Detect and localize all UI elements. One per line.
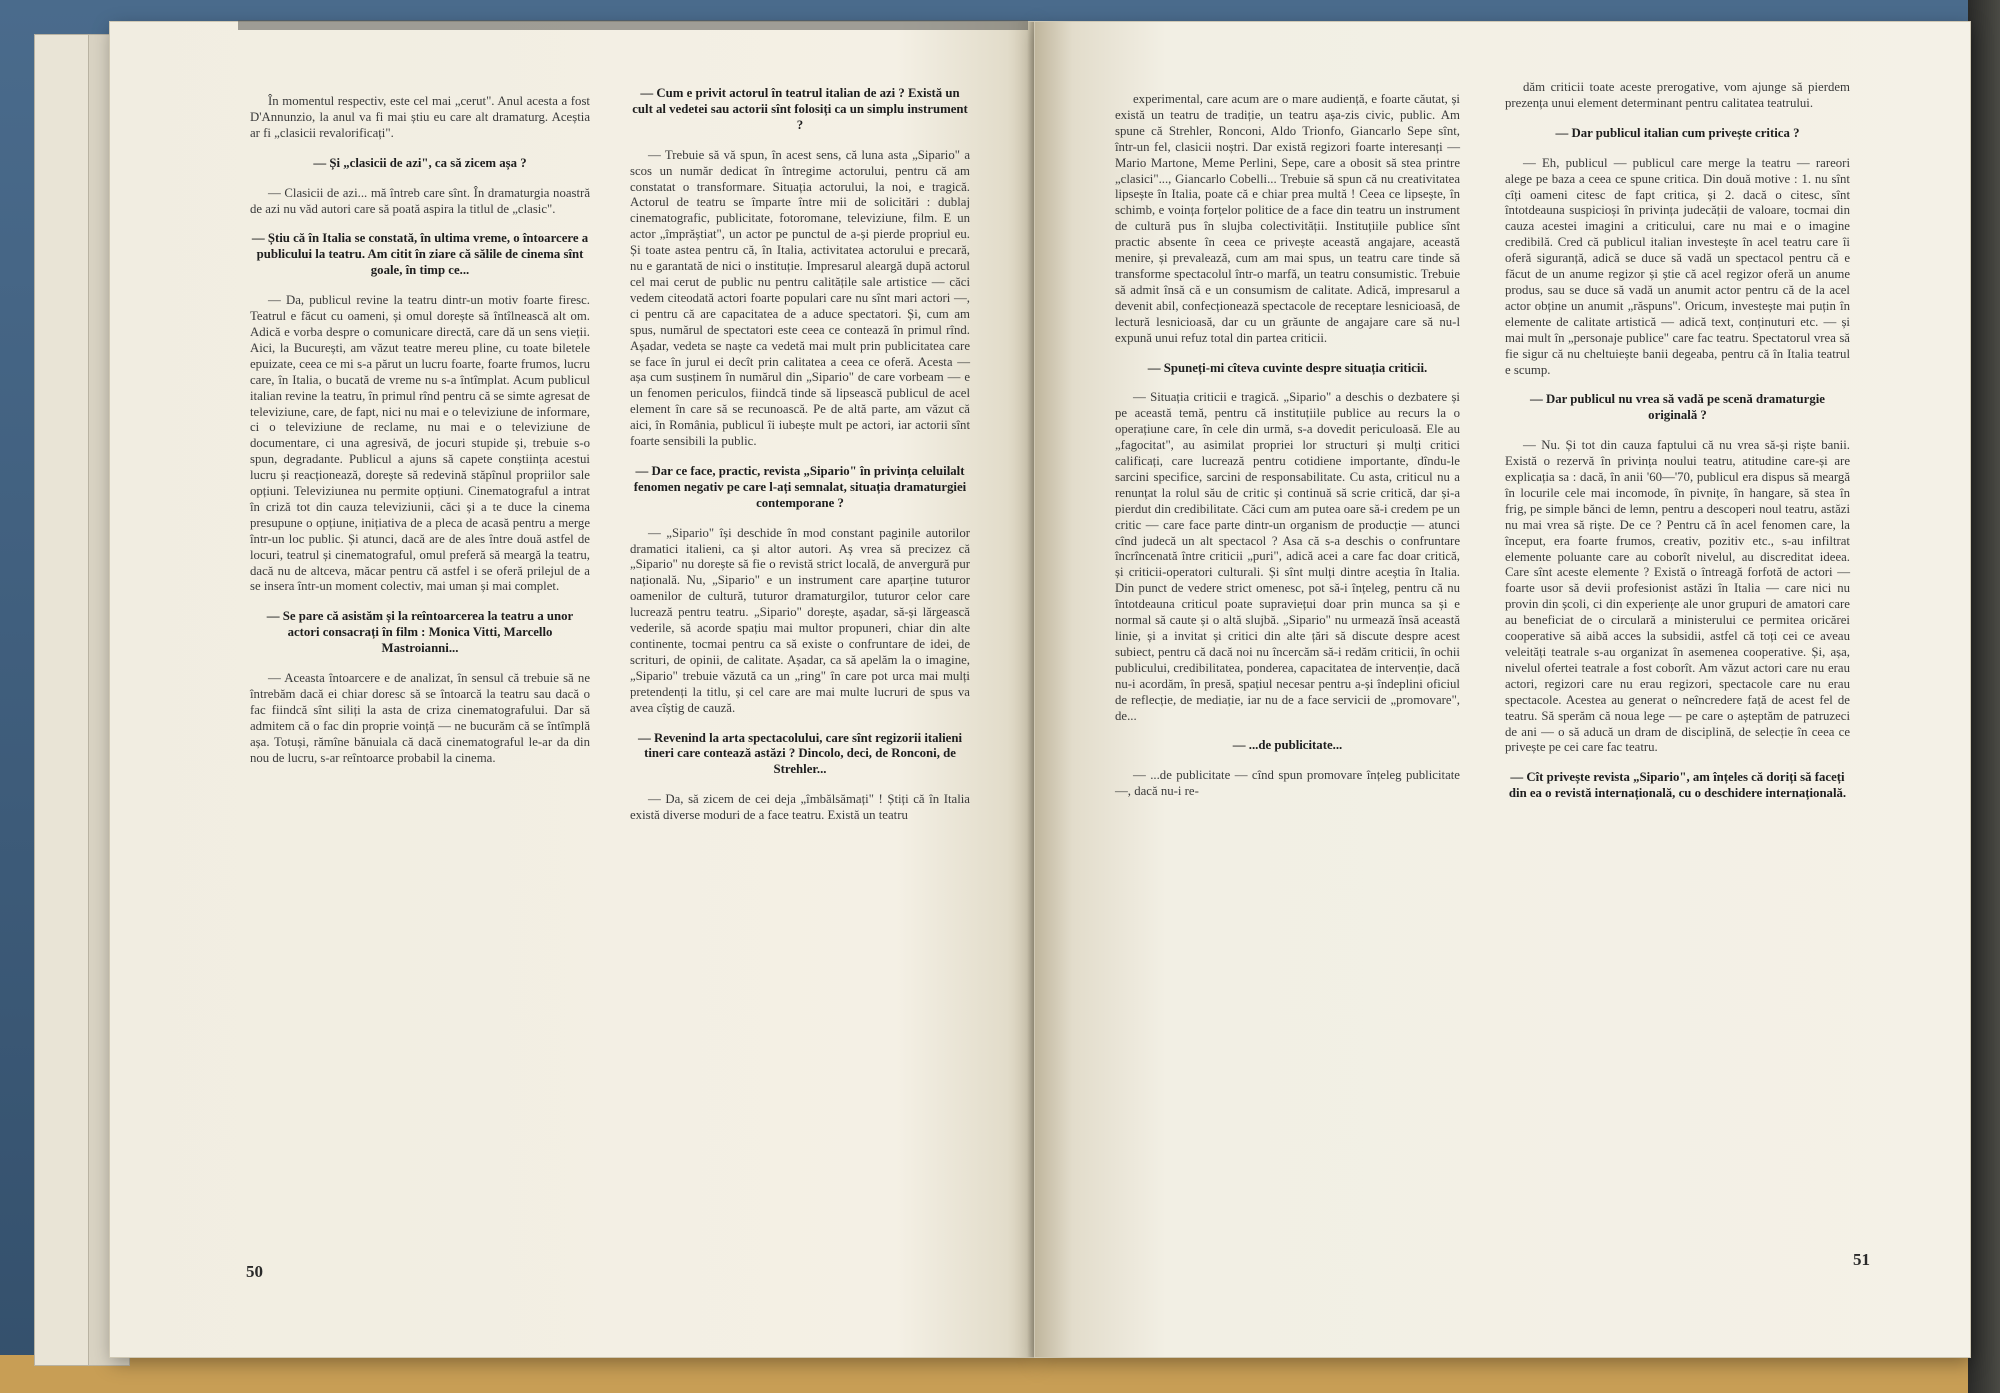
left-column-1 xyxy=(250,94,590,781)
interview-question: — Cum e privit actorul în teatrul italian de azi ? Există un cult al vedetei sau actorii sînt folosiți ca un simplu instrument ? xyxy=(632,86,968,132)
body-paragraph: — Aceasta întoarcere e de analizat, în sensul că trebuie să ne întrebăm dacă ei chiar doresc să se întoarcă la teatru sau dacă o fac fiindcă sînt siliți la asta de criza cinematografului. Dar să admitem că o fac din proprie voință — ne bucurăm că se întîmplă așa. Totuși, rămîne bănuiala că dacă cinematograful le-ar da din nou de lucru, s-ar reîntoarce probabil la cinema. xyxy=(250,671,590,765)
left-page xyxy=(110,22,1035,1357)
right-page xyxy=(1035,22,1970,1357)
interview-question: — Dar publicul nu vrea să vadă pe scenă dramaturgie originală ? xyxy=(1530,392,1825,423)
interview-question: — Și „clasicii de azi", ca să zicem așa ? xyxy=(313,155,527,170)
board-edge xyxy=(0,1355,2000,1393)
body-paragraph: — Nu. Și tot din cauza faptului că nu vrea să-și riște banii. Există o rezervă în privința noului teatru, atitudine care-și are explicația sa : dacă, în anii '60—'70, publicul era dispus să meargă în locurile cele mai incomode, în pivnițe, în hangare, să stea în frig, pe simple bănci de lemn, pentru a descoperi noul teatru, astăzi nu mai vrea să riște. De ce ? Pentru că în acel fenomen care, la început, era foarte frumos, creativ, pozitiv etc., s-au infiltrat elemente poluante care au coborît nivelul, au discreditat ideea. Care sînt aceste elemente ? Există o întreagă forfotă de actori — foarte usor să devii profesionist astăzi în Italia — care nici nu provin din școli, ci din experiențe ale unor grupuri de amatori care au beneficiat de o circulară a ministerului ce permitea oricărei cooperative să aibă acces la subsidii, astfel că toți cei ce aveau veleități teatrale s-au organizat în asemenea cooperative. Și, așa, nivelul ofertei teatrale a fost coborît. Am văzut actori care nu erau actori, regizori care nu erau regizori, spectacole care nu erau spectacole. Acestea au generat o neîncredere față de acest fel de teatru. Să sperăm că noua lege — pe care o așteptăm de patruzeci de ani — o să aducă un dram de disciplină, de selecție în ceea ce privește pe cei care fac teatru. xyxy=(1505,438,1850,755)
right-column-2 xyxy=(1505,80,1850,816)
page-top-shadow xyxy=(238,20,1028,30)
interview-question: — Cît privește revista „Sipario", am înțeles că doriți să faceți din ea o revistă internațională, cu o deschidere internațională. xyxy=(1508,770,1847,801)
interview-question: — Dar ce face, practic, revista „Sipario" în privința celuilalt fenomen negativ pe care l-ați semnalat, situația dramaturgiei contemporane ? xyxy=(633,463,967,510)
body-paragraph: — Situația criticii e tragică. „Sipario" a deschis o dezbatere și pe această temă, pentru că instituțiile publice au recurs la o operațiune care, în cele din urmă, s-a dovedit periculoasă. Ele au „fagocitat", au asimilat propriei lor structuri și mulți critici calificați, care lucrează pentru cotidiene importante, dîndu-le sarcini specifice, sarcini de responsabilitate. Cu asta, criticul nu a renunțat la rolul său de critic și continuă să scrie critică, dar și-a pierdut din credibilitate. Căci cum am putea oare să-i credem pe un critic — care face parte dintr-un organism de producție — atunci cînd judecă un alt spectacol ? Asa că s-a deschis o confruntare încrîncenată între criticii „puri", adică acei a care fac doar critică, și criticii-operatori culturali. Și sînt mulți dintre aceștia în Italia. Din punct de vedere strict omenesc, pot să-i înțeleg, pentru că nu întotdeauna criticul poate supraviețui doar prin munca sa și e normal să caute și o altă slujbă. „Sipario" nu urmează însă această linie, și a invitat și critici din alte țări să discute despre acest subiect, pentru că dacă noi nu încercăm să-i redăm criticii, în ochii publicului, credibilitatea, ponderea, capacitatea de intervenție, dacă nu-i acordăm, în presă, spațiul necesar pentru a-și îndeplini oficiul de reflecție, de mediație, iar nu de a face servicii de „promovare", de... xyxy=(1115,390,1460,723)
interview-question: — Spuneți-mi cîteva cuvinte despre situația criticii. xyxy=(1147,360,1428,375)
interview-question: — Știu că în Italia se constată, în ultima vreme, o întoarcere a publicului la teatru. Am citit în ziare că sălile de cinema sînt goale, în timp ce... xyxy=(251,231,589,278)
body-paragraph: — Da, să zicem de cei deja „îmbălsămați" ! Știți că în Italia există diverse moduri de a face teatru. Există un teatru xyxy=(630,792,970,823)
body-paragraph: — Eh, publicul — publicul care merge la teatru — rareori alege pe baza a ceea ce spune critica. Din două motive : 1. nu sînt cîți oameni citesc de fapt critica, și 2. dacă o citesc, sînt întotdeauna suspicioși în privința judecății de valoare, tocmai din cauza acestei imagini a criticului, care nu mai e o imagine credibilă. Cred că publicul italian investește în acel teatru care îi oferă siguranță, adică se duce să vadă un spectacol pentru că e făcut de un anume regizor și știe că acel regizor oferă un anume produs, sau se duce să vadă un anumit actor pentru că de la acel actor obține un anumit „răspuns". Oricum, investește mai puțin în elemente de calitate artistică — adică text, conținuturi etc. — și mai mult în „personaje publice" care fac teatru. Spectatorul vrea să fie sigur că nu cheltuiește banii degeaba, pentru că în Italia teatrul e scump. xyxy=(1505,155,1850,377)
body-paragraph: — Trebuie să vă spun, în acest sens, că luna asta „Sipario" a scos un număr dedicat în întregime actorului, pentru că am constatat o transformare. Situația actorului, la noi, e tragică. Actorul de teatru se împarte între mii de solicitări : dublaj cinematografic, publicitate, fotoromane, televiziune, film. E un actor „împrăștiat", un actor pe punctul de a-și pierde propriul eu. Și toate astea pentru că, în Italia, activitatea actorului e precară, nu e garantată de nici o instituție. Impresarul aleargă după actorul cel mai cerut de public nu pentru calitățile sale artistice — căci vedem citeodată actori foarte populari care nu sînt mari actori —, ci pentru că are capacitatea de a aduce spectatori. Și, cum am spus, numărul de spectatori este ceea ce contează în primul rînd. Așadar, vedeta se naște ca vedetă mai mult prin publicitatea care se face în jurul ei decît prin calitatea a ceea ce oferă. Acesta — așa cum susținem în numărul din „Sipario" de care vorbeam — e un fenomen periculos, fiindcă tinde să lipsească publicul de acel element în care să se recunoască. Pe de altă parte, am văzut că aici, în România, publicul îi iubește mult pe actori, iar actorii sînt foarte sensibili la public. xyxy=(630,147,970,449)
right-column-1 xyxy=(1115,92,1460,814)
interview-question: — Dar publicul italian cum privește critica ? xyxy=(1555,125,1800,140)
body-paragraph: — Da, publicul revine la teatru dintr-un motiv foarte firesc. Teatrul e făcut cu oameni, și omul dorește să întîlnească alt om. Adică e vorba despre o comunicare directă, care dă un sens vieții. Aici, la București, am văzut teatre mereu pline, cu toate biletele epuizate, ceea ce mi s-a părut un lucru foarte, foarte frumos, lucru care, în Italia, o bucată de vreme nu s-a întîmplat. Acum publicul italian revine la teatru, în primul rînd pentru că se simte agresat de televiziune, care, de fapt, nici nu mai e o televiziune de informare, ci o televiziune de reclame, nu mai e o televiziune de documentare, ci una agresivă, de jocuri stupide și, trebuie s-o spun, degradante. Publicul a ajuns să capete conștiința acestui lucru și reacționează, dorește să redevină stăpînul propriilor sale opțiuni. Televiziunea nu permite opțiuni. Cinematograful a intrat în criză tot din cauza televiziunii, căci și a te duce la cinema presupune o opțiune, inițiativa de a pleca de acasă pentru a merge într-un loc public. Și atunci, dacă are de ales între două astfel de locuri, teatrul și cinematograful, omul preferă să meargă la teatru, dacă nu de altceva, măcar pentru că astfel i se oferă prilejul de a se insera într-un moment colectiv, mai uman și mai complet. xyxy=(250,293,590,594)
page-number-left: 50 xyxy=(246,1262,263,1281)
interview-question: — ...de publicitate... xyxy=(1232,738,1343,753)
body-paragraph: — ...de publicitate — cînd spun promovare înțeleg publicitate —, dacă nu-i re- xyxy=(1115,768,1460,799)
binding-edge xyxy=(1968,0,2000,1393)
page-number-right: 51 xyxy=(1853,1250,1870,1269)
body-paragraph: experimental, care acum are o mare audiență, e foarte căutat, și există un teatru de tradiție, un teatru așa-zis civic, public. Am spune că Strehler, Ronconi, Aldo Trionfo, Giancarlo Sepe sînt, într-un fel, clasicii noștri. Dar există regizori foarte interesanți — Mario Martone, Meme Perlini, Sepe, care a obosit să stea printre „clasici"..., Giancarlo Cobelli... Trebuie să spun că nu creativitatea lipsește în Italia, poate că e chiar prea multă ! Ceea ce lipsește, în schimb, e voința forțelor politice de a face din teatru un instrument de cultură pus în slujba colectivității. Instituțiile publice sînt practic absente în ceea ce privește această angajare, această menire, și prevalează, cum am mai spus, un teatru care tinde să transforme spectacolul într-o marfă, un teatru consumistic. Trebuie să admit însă că e un consumism de calitate. Adică, impresarul a devenit abil, confecționează spectacole de receptare lesnicioasă, de lectură lesnicioasă, dar cu un grăunte de angajare care să nu-l expună unui refuz total din partea criticii. xyxy=(1115,92,1460,345)
body-paragraph: — „Sipario" își deschide în mod constant paginile autorilor dramatici italieni, ca și altor autori. Aș vrea să precizez că „Sipario" nu dorește să fie o revistă strict locală, de anvergură pur națională. Nu, „Sipario" e un instrument care aparține tuturor oamenilor de cultură, tuturor dramaturgilor, tuturor celor care lucrează pentru teatru. „Sipario" dorește, așadar, să-și lărgească vederile, să acorde spațiu mai multor propuneri, chiar din alte continente, tocmai pentru ca să existe o confruntare de idei, de scrituri, de opinii, de calitate. Așadar, ca să apelăm la o imagine, „Sipario" trebuie văzută ca un „ring" în care pot urca mai mulți pretendenți la titlu, și cel care are mai multe lucruri de spus va avea cîștig de cauză. xyxy=(630,525,970,715)
body-paragraph: — Clasicii de azi... mă întreb care sînt. În dramaturgia noastră de azi nu văd autori care să poată aspira la titlul de „clasic". xyxy=(250,185,590,216)
body-paragraph: dăm criticii toate aceste prerogative, vom ajunge să pierdem prezența unui element determinant pentru calitatea teatrului. xyxy=(1505,80,1850,110)
interview-question: — Revenind la arta spectacolului, care sînt regizorii italieni tineri care contează astăzi ? Dincolo, deci, de Ronconi, de Strehler... xyxy=(637,730,963,777)
left-column-2 xyxy=(630,86,970,838)
interview-question: — Se pare că asistăm și la reîntoarcerea la teatru a unor actori consacrați în film : Monica Vitti, Marcello Mastroianni... xyxy=(266,609,574,656)
body-paragraph: În momentul respectiv, este cel mai „cerut". Anul acesta a fost D'Annunzio, la anul va fi mai știu eu care alt dramaturg. Aceștia ar fi „clasicii revalorificați". xyxy=(250,94,590,140)
